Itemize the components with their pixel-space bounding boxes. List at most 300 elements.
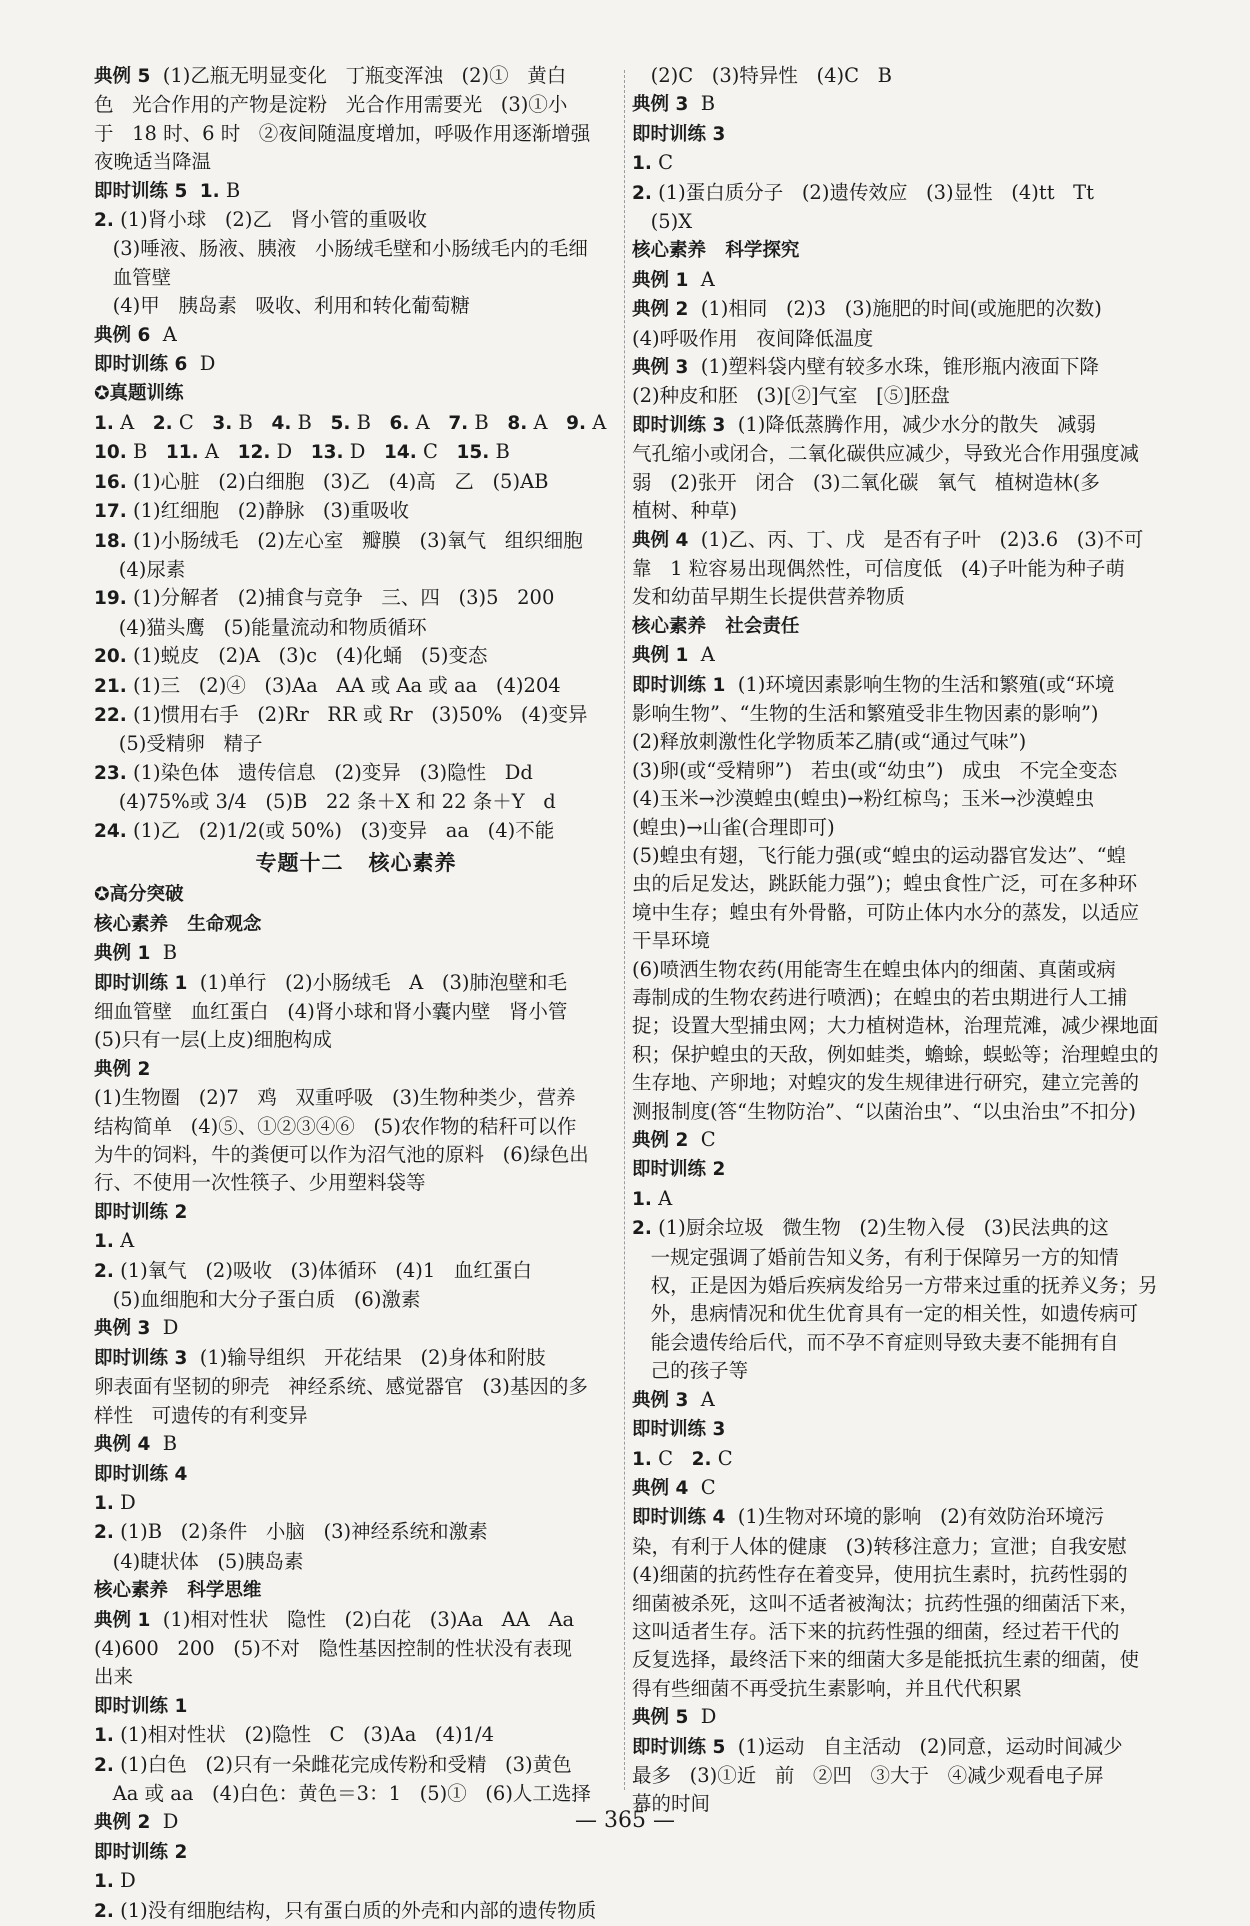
answer-text: C bbox=[688, 1128, 716, 1152]
answer-line bbox=[632, 870, 1162, 898]
answer-line bbox=[632, 1445, 1162, 1474]
answer-label: 18. bbox=[94, 530, 127, 552]
answer-line bbox=[632, 149, 1162, 178]
answer-line bbox=[632, 120, 1162, 149]
answer-line bbox=[632, 1618, 1162, 1646]
answer-label: 11. bbox=[165, 442, 199, 464]
answer-line bbox=[94, 759, 618, 788]
answer-line bbox=[94, 379, 618, 408]
answer-label: 即时训练 5 bbox=[632, 1736, 726, 1758]
answer-text: (1)单行 (2)小肠绒毛 A (3)肺泡壁和毛 bbox=[187, 970, 567, 994]
answer-line bbox=[94, 235, 618, 263]
answer-text: (4)玉米→沙漠蝗虫(蝗虫)→粉红椋鸟；玉米→沙漠蝗虫 bbox=[632, 787, 1095, 811]
answer-line bbox=[94, 409, 618, 438]
answer-text: (5)只有一层(上皮)细胞构成 bbox=[94, 1028, 332, 1052]
answer-text: C bbox=[651, 1446, 692, 1470]
answer-text: 靠 1 粒容易出现偶然性，可信度低 (4)子叶能为种子萌 bbox=[632, 556, 1125, 580]
answer-text: D bbox=[150, 1316, 179, 1340]
answer-line bbox=[94, 1169, 618, 1197]
answer-text: (蝗虫)→山雀(合理即可) bbox=[632, 815, 835, 839]
section-title: 专题十二 核心素养 bbox=[255, 850, 457, 875]
answer-label: 典例 5 bbox=[94, 66, 151, 87]
answer-line bbox=[94, 788, 618, 816]
answer-text: B bbox=[350, 410, 390, 434]
answer-text: (1)相同 (2)3 (3)施肥的时间(或施肥的次数) bbox=[688, 297, 1102, 321]
answer-label: 典例 4 bbox=[632, 529, 689, 551]
answer-label: 4. bbox=[271, 412, 292, 434]
answer-line bbox=[632, 671, 1162, 700]
answer-text: D bbox=[150, 1810, 179, 1834]
answer-label: 17. bbox=[94, 501, 127, 523]
answer-label: 即时训练 1 bbox=[632, 674, 726, 696]
answer-text: D bbox=[113, 1869, 136, 1893]
answer-text: 于 18 时、6 时 ②夜间随温度增加，呼吸作用逐渐增强 bbox=[94, 121, 591, 145]
answer-text: (4)600 200 (5)不对 隐性基因控制的性状没有表现 bbox=[94, 1636, 572, 1660]
answer-label: 典例 1 bbox=[632, 269, 689, 291]
answer-text: (2)释放刺激性化学物质苯乙腈(或“通过气味”) bbox=[632, 730, 1027, 754]
answer-line bbox=[632, 1126, 1162, 1155]
answer-text: 弱 (2)张开 闭合 (3)二氧化碳 氧气 植树造林(多 bbox=[632, 470, 1100, 494]
answer-text: A bbox=[198, 440, 238, 464]
answer-label: 2. bbox=[94, 1754, 114, 1776]
answer-line bbox=[94, 1344, 618, 1373]
answer-line bbox=[632, 62, 1162, 90]
answer-text: B bbox=[291, 410, 331, 434]
answer-label: 6. bbox=[389, 412, 410, 434]
answer-line bbox=[94, 91, 618, 119]
answer-text: B bbox=[126, 440, 166, 464]
answer-text: A bbox=[150, 322, 177, 346]
answer-label: 13. bbox=[310, 442, 344, 464]
answer-line bbox=[94, 1897, 618, 1926]
answer-label: 19. bbox=[94, 588, 127, 610]
answer-line bbox=[94, 1838, 618, 1867]
answer-line bbox=[632, 814, 1162, 842]
answer-text: 样性 可遗传的有利变异 bbox=[94, 1403, 308, 1427]
answer-line bbox=[632, 612, 1162, 641]
answer-text: (1)蜕皮 (2)A (3)c (4)化蛹 (5)变态 bbox=[126, 644, 488, 668]
answer-text: D bbox=[113, 1490, 136, 1514]
answer-line bbox=[632, 1533, 1162, 1561]
answer-line bbox=[94, 1489, 618, 1518]
answer-line bbox=[94, 969, 618, 998]
answer-text: (1)乙 (2)1/2(或 50%) (3)变异 aa (4)不能 bbox=[126, 818, 555, 842]
answer-text: (4)睫状体 (5)胰岛素 bbox=[94, 1549, 304, 1573]
answer-line bbox=[94, 1402, 618, 1430]
answer-text: (3)卵(或“受精卵”) 若虫(或“幼虫”) 成虫 不完全变态 bbox=[632, 758, 1118, 782]
answer-line bbox=[632, 956, 1162, 984]
answer-text: 己的孩子等 bbox=[632, 1359, 749, 1383]
answer-text: 植树、种草) bbox=[632, 499, 738, 523]
answer-text: 得有些细菌不再受抗生素影响，并且代代积累 bbox=[632, 1676, 1023, 1700]
answer-text: A bbox=[409, 410, 449, 434]
answer-text: B bbox=[219, 178, 241, 202]
answer-label: 1. bbox=[94, 412, 114, 434]
answer-text: 生存地、产卵地；对蝗灾的发生规律进行研究，建立完善的 bbox=[632, 1071, 1140, 1095]
answer-label: 典例 1 bbox=[632, 645, 689, 667]
answer-label: 即时训练 2 bbox=[94, 1201, 188, 1223]
answer-line bbox=[94, 1663, 618, 1691]
answer-text: B bbox=[468, 410, 508, 434]
answer-line bbox=[632, 497, 1162, 525]
answer-text: (1)塑料袋内壁有较多水珠，锥形瓶内液面下降 bbox=[688, 355, 1099, 379]
answer-label: 1. bbox=[632, 1188, 652, 1210]
answer-label: 15. bbox=[456, 442, 490, 464]
answer-text: B bbox=[232, 410, 272, 434]
answer-label: 1. bbox=[94, 1725, 114, 1747]
answer-text: (1)乙、丙、丁、戊 是否有子叶 (2)3.6 (3)不可 bbox=[688, 527, 1144, 551]
answer-line bbox=[632, 411, 1162, 440]
answer-line bbox=[632, 1098, 1162, 1126]
answer-text: D bbox=[343, 440, 385, 464]
answer-text: 毒制成的生物农药进行喷洒)；在蝗虫的若虫期进行人工捕 bbox=[632, 986, 1128, 1009]
answer-line bbox=[632, 899, 1162, 927]
answer-line bbox=[632, 1646, 1162, 1674]
answer-text: A bbox=[688, 1387, 715, 1411]
answer-text: (4)尿素 bbox=[94, 557, 186, 581]
answer-text: (1)蛋白质分子 (2)遗传效应 (3)显性 (4)tt Tt bbox=[651, 180, 1094, 204]
answer-line bbox=[632, 90, 1162, 119]
answer-label: 9. bbox=[566, 412, 587, 434]
answer-text: (1)没有细胞结构，只有蛋白质的外壳和内部的遗传物质 bbox=[113, 1898, 597, 1922]
answer-text: A bbox=[527, 410, 567, 434]
answer-label: 1. bbox=[632, 1448, 652, 1470]
answer-line bbox=[632, 1329, 1162, 1357]
answer-line bbox=[94, 1430, 618, 1459]
answer-label: 2. bbox=[152, 412, 173, 434]
answer-text: 出来 bbox=[94, 1665, 134, 1689]
answer-line bbox=[632, 927, 1162, 955]
answer-label: 24. bbox=[94, 820, 127, 842]
answer-text: 境中生存；蝗虫有外骨骼，可防止体内水分的蒸发，以适应 bbox=[632, 900, 1140, 924]
answer-label: 2. bbox=[94, 1260, 114, 1282]
answer-text: (1)运动 自主活动 (2)同意，运动时间减少 bbox=[725, 1734, 1123, 1758]
answer-line bbox=[94, 206, 618, 235]
answer-text: 反复选择，最终活下来的细菌大多是能抵抗生素的细菌，使 bbox=[632, 1648, 1140, 1672]
answer-line bbox=[94, 701, 618, 730]
answer-text: A bbox=[688, 643, 715, 667]
answer-label: 典例 2 bbox=[94, 1812, 151, 1834]
answer-label: 14. bbox=[384, 442, 417, 464]
answer-label: 典例 1 bbox=[94, 943, 151, 965]
answer-line bbox=[94, 672, 618, 701]
answer-text: 影响生物”、“生物的生活和繁殖受非生物因素的影响”) bbox=[632, 701, 1099, 725]
answer-line bbox=[632, 842, 1162, 870]
answer-text: (1)相对性状 隐性 (2)白花 (3)Aa AA Aa bbox=[150, 1607, 575, 1631]
answer-label: 2. bbox=[94, 1900, 114, 1922]
answer-text: (2)种皮和胚 (3)[②]气室 [⑤]胚盘 bbox=[632, 384, 950, 408]
answer-label: 典例 2 bbox=[632, 1130, 689, 1152]
answer-line bbox=[632, 1185, 1162, 1214]
answer-label: 1. bbox=[94, 1871, 114, 1893]
answer-text: (1)输导组织 开花结果 (2)身体和附肢 bbox=[187, 1345, 546, 1369]
answer-line bbox=[94, 62, 618, 91]
answer-label: 即时训练 3 bbox=[632, 414, 726, 436]
answer-line bbox=[94, 1780, 618, 1808]
answer-text: 最多 (3)①近 前 ②凹 ③大于 ④减少观看电子屏 bbox=[632, 1763, 1104, 1787]
answer-text: (1)心脏 (2)白细胞 (3)乙 (4)高 乙 (5)AB bbox=[126, 469, 549, 493]
answer-line bbox=[632, 700, 1162, 728]
answer-text: (1)相对性状 (2)隐性 C (3)Aa (4)1/4 bbox=[113, 1723, 494, 1747]
answer-line bbox=[632, 1300, 1162, 1328]
answer-line bbox=[94, 1198, 618, 1227]
answer-label: 典例 3 bbox=[632, 94, 689, 116]
answer-line bbox=[94, 292, 618, 320]
answer-label: 2. bbox=[94, 1522, 114, 1544]
answer-line bbox=[632, 1503, 1162, 1532]
answer-line bbox=[94, 1373, 618, 1401]
answer-text: D bbox=[187, 352, 216, 376]
answer-text: 细血管壁 血红蛋白 (4)肾小球和肾小囊内壁 肾小管 bbox=[94, 1000, 568, 1023]
answer-line bbox=[632, 1214, 1162, 1243]
answer-text: A bbox=[113, 410, 153, 434]
page-number: — 365 — bbox=[575, 1808, 675, 1833]
answer-line bbox=[94, 1867, 618, 1896]
answer-text: (1)生物圈 (2)7 鸡 双重呼吸 (3)生物种类少，营养 bbox=[94, 1086, 576, 1110]
answer-label: 即时训练 3 bbox=[94, 1347, 188, 1369]
answer-line bbox=[632, 728, 1162, 756]
answer-text: (1)白色 (2)只有一朵雌花完成传粉和受精 (3)黄色 bbox=[113, 1752, 572, 1776]
answer-line bbox=[632, 295, 1162, 324]
answer-line bbox=[94, 468, 618, 497]
answer-line bbox=[94, 1518, 618, 1547]
answer-line bbox=[632, 469, 1162, 497]
answer-label: 22. bbox=[94, 704, 127, 726]
answer-label: 典例 5 bbox=[632, 1707, 689, 1729]
answer-text: 能会遗传给后代，而不孕不育症则导致夫妻不能拥有自 bbox=[632, 1330, 1119, 1354]
answer-line bbox=[94, 148, 618, 176]
answer-line bbox=[632, 1675, 1162, 1703]
answer-text: 卵表面有坚韧的卵壳 神经系统、感觉器官 (3)基因的多 bbox=[94, 1375, 588, 1399]
answer-line bbox=[94, 497, 618, 526]
answer-line bbox=[632, 641, 1162, 670]
answer-label: 核心素养 生命观念 bbox=[94, 913, 262, 935]
answer-line bbox=[632, 208, 1162, 236]
answer-text: (1)乙瓶无明显变化 丁瓶变浑浊 (2)① 黄白 bbox=[150, 64, 567, 87]
answer-line bbox=[632, 1244, 1162, 1272]
answer-line bbox=[94, 1751, 618, 1780]
answer-text: 权，正是因为婚后疾病发给另一方带来过重的抚养义务；另 bbox=[632, 1274, 1158, 1298]
answer-text: 色 光合作用的产物是淀粉 光合作用需要光 (3)①小 bbox=[94, 93, 568, 117]
answer-text: C bbox=[711, 1446, 733, 1470]
answer-label: 23. bbox=[94, 762, 127, 784]
answer-label: 即时训练 4 bbox=[94, 1463, 188, 1485]
answer-label: 即时训练 3 bbox=[632, 123, 726, 145]
answer-text: (1)环境因素影响生物的生活和繁殖(或“环境 bbox=[725, 672, 1115, 696]
answer-label: 1. bbox=[94, 1231, 114, 1253]
answer-line bbox=[94, 1460, 618, 1489]
answer-label: 典例 2 bbox=[94, 1058, 151, 1080]
answer-label: 8. bbox=[507, 412, 528, 434]
answer-text: D bbox=[688, 1705, 717, 1729]
answer-line bbox=[94, 817, 618, 846]
answer-text: (1)惯用右手 (2)Rr RR 或 Rr (3)50% (4)变异 bbox=[126, 702, 588, 726]
answer-line bbox=[94, 1227, 618, 1256]
answer-text: (5)蝗虫有翅，飞行能力强(或“蝗虫的运动器官发达”、“蝗 bbox=[632, 843, 1127, 867]
answer-label: 20. bbox=[94, 646, 127, 668]
answer-label: 即时训练 3 bbox=[632, 1419, 726, 1441]
answer-line bbox=[632, 1069, 1162, 1097]
answer-text: (1)三 (2)④ (3)Aa AA 或 Aa 或 aa (4)204 bbox=[126, 673, 561, 697]
answer-text: (6)喷洒生物农药(用能寄生在蝗虫体内的细菌、真菌或病 bbox=[632, 957, 1116, 981]
answer-line bbox=[94, 1606, 618, 1635]
answer-text: (1)肾小球 (2)乙 肾小管的重吸收 bbox=[113, 208, 428, 232]
answer-text: 结构简单 (4)⑤、①②③④⑥ (5)农作物的秸秆可以作 bbox=[94, 1114, 577, 1138]
answer-line bbox=[632, 236, 1162, 265]
answer-line bbox=[632, 1012, 1162, 1040]
answer-text: 测报制度(答“生物防治”、“以菌治虫”、“以虫治虫”不扣分) bbox=[632, 1099, 1137, 1123]
answer-text: B bbox=[150, 941, 178, 965]
answer-text: (4)细菌的抗药性存在着变异，使用抗生素时，抗药性弱的 bbox=[632, 1563, 1128, 1587]
answer-line bbox=[94, 1055, 618, 1084]
answer-text: (1)生物对环境的影响 (2)有效防治环境污 bbox=[725, 1505, 1105, 1529]
answer-label: 即时训练 5 bbox=[94, 180, 188, 202]
answer-text: A bbox=[651, 1186, 673, 1210]
answer-line bbox=[94, 939, 618, 968]
answer-label: 典例 3 bbox=[94, 1318, 151, 1340]
answer-line bbox=[94, 998, 618, 1026]
answer-line bbox=[632, 1703, 1162, 1732]
answer-line bbox=[94, 614, 618, 642]
answer-text: C bbox=[688, 1475, 716, 1499]
answer-text: (1)分解者 (2)捕食与竞争 三、四 (3)5 200 bbox=[126, 586, 555, 610]
answer-text: 细菌被杀死，这叫不适者被淘汰；抗药性强的细菌活下来， bbox=[632, 1591, 1140, 1615]
answer-label: 1. bbox=[94, 1492, 114, 1514]
answer-line bbox=[632, 1272, 1162, 1300]
answer-label: 16. bbox=[94, 471, 127, 493]
answer-label: 典例 4 bbox=[94, 1434, 151, 1456]
answer-text: (1)红细胞 (2)静脉 (3)重吸收 bbox=[126, 499, 410, 523]
answer-label: 即时训练 6 bbox=[94, 354, 188, 376]
column-divider bbox=[624, 70, 625, 1790]
answer-column-left bbox=[94, 62, 618, 1926]
answer-label: 典例 3 bbox=[632, 357, 689, 379]
answer-line bbox=[94, 1257, 618, 1286]
answer-line bbox=[632, 382, 1162, 410]
answer-line bbox=[632, 757, 1162, 785]
answer-text: 捉；设置大型捕虫网；大力植树造林，治理荒滩，减少裸地面 bbox=[632, 1014, 1159, 1038]
answer-text: (5)X bbox=[632, 210, 693, 234]
answer-line bbox=[94, 556, 618, 584]
answer-line bbox=[94, 584, 618, 613]
answer-line bbox=[94, 1548, 618, 1576]
answer-line bbox=[94, 1286, 618, 1314]
answer-line bbox=[94, 321, 618, 350]
answer-line bbox=[94, 1314, 618, 1343]
answer-label: 典例 3 bbox=[632, 1389, 689, 1411]
answer-line bbox=[632, 325, 1162, 353]
answer-text: 行、不使用一次性筷子、少用塑料袋等 bbox=[94, 1171, 426, 1195]
answer-label: 1. bbox=[632, 153, 652, 175]
answer-text: 血管壁 bbox=[94, 265, 172, 289]
answer-line bbox=[632, 1357, 1162, 1385]
answer-line bbox=[94, 642, 618, 671]
answer-text: (3)唾液、肠液、胰液 小肠绒毛壁和小肠绒毛内的毛细 bbox=[94, 237, 588, 261]
answer-text: A bbox=[113, 1229, 135, 1253]
answer-text: (4)甲 胰岛素 吸收、利用和转化葡萄糖 bbox=[94, 294, 470, 318]
answer-line bbox=[632, 526, 1162, 555]
answer-text: A bbox=[586, 410, 607, 434]
answer-text: 虫的后足发达，跳跃能力强”)；蝗虫食性广泛，可在多种环 bbox=[632, 872, 1138, 896]
answer-text: 干旱环境 bbox=[632, 929, 711, 953]
answer-line bbox=[94, 1635, 618, 1663]
answer-line bbox=[94, 177, 618, 206]
answer-text: C bbox=[172, 410, 213, 434]
answer-line bbox=[94, 350, 618, 379]
answer-text: (2)C (3)特异性 (4)C B bbox=[632, 64, 892, 87]
answer-line bbox=[94, 120, 618, 148]
answer-text: 为牛的饲料，牛的粪便可以作为沼气池的原料 (6)绿色出 bbox=[94, 1143, 589, 1167]
answer-text: (4)呼吸作用 夜间降低温度 bbox=[632, 326, 874, 350]
answer-label: 即时训练 4 bbox=[632, 1507, 726, 1529]
answer-text: 气孔缩小或闭合，二氧化碳供应减少，导致光合作用强度减 bbox=[632, 442, 1140, 466]
answer-line bbox=[632, 353, 1162, 382]
answer-text: 这叫适者生存。活下来的抗药性强的细菌，经过若干代的 bbox=[632, 1619, 1120, 1643]
answer-line bbox=[632, 1386, 1162, 1415]
answer-text: (1)氧气 (2)吸收 (3)体循环 (4)1 血红蛋白 bbox=[113, 1258, 532, 1282]
answer-label: 12. bbox=[237, 442, 271, 464]
answer-line bbox=[94, 438, 618, 467]
answer-line bbox=[632, 1762, 1162, 1790]
answer-text: C bbox=[651, 151, 674, 175]
answer-label: 10. bbox=[94, 442, 127, 464]
answer-line bbox=[632, 1474, 1162, 1503]
answer-label: 典例 1 bbox=[94, 1609, 151, 1631]
answer-text: 积；保护蝗虫的天敌，例如蛙类，蟾蜍，蜈蚣等；治理蝗虫的 bbox=[632, 1042, 1159, 1066]
answer-label: ✪高分突破 bbox=[94, 884, 184, 906]
answer-line bbox=[94, 264, 618, 292]
answer-text: (5)受精卵 精子 bbox=[94, 732, 263, 756]
answer-line bbox=[94, 1576, 618, 1605]
answer-label: 21. bbox=[94, 675, 127, 697]
answer-text: (4)75%或 3/4 (5)B 22 条＋X 和 22 条＋Y d bbox=[94, 790, 556, 814]
answer-text: (1)小肠绒毛 (2)左心室 瓣膜 (3)氧气 组织细胞 bbox=[126, 528, 583, 552]
answer-text: 幕的时间 bbox=[632, 1792, 711, 1816]
answer-label: 2. bbox=[632, 182, 652, 204]
answer-label: 5. bbox=[330, 412, 351, 434]
answer-text: 夜晚适当降温 bbox=[94, 150, 212, 174]
answer-text: B bbox=[489, 440, 510, 464]
answer-text: (1)厨余垃圾 微生物 (2)生物入侵 (3)民法典的这 bbox=[651, 1216, 1109, 1240]
answer-line bbox=[632, 1041, 1162, 1069]
answer-column-right bbox=[632, 62, 1162, 1819]
answer-line bbox=[632, 1590, 1162, 1618]
answer-line bbox=[94, 910, 618, 939]
answer-label: 3. bbox=[212, 412, 233, 434]
answer-label: ✪真题训练 bbox=[94, 383, 184, 405]
answer-text: A bbox=[688, 267, 715, 291]
answer-label: 典例 4 bbox=[632, 1477, 689, 1499]
answer-text: (1)染色体 遗传信息 (2)变异 (3)隐性 Dd bbox=[126, 760, 533, 784]
answer-label: 2. bbox=[94, 210, 114, 232]
answer-text: D bbox=[270, 440, 311, 464]
answer-line bbox=[632, 179, 1162, 208]
answer-line bbox=[632, 785, 1162, 813]
answer-label: 核心素养 科学探究 bbox=[632, 240, 800, 262]
answer-line bbox=[94, 730, 618, 758]
answer-text: C bbox=[416, 440, 457, 464]
answer-line bbox=[632, 555, 1162, 583]
answer-text: 发和幼苗早期生长提供营养物质 bbox=[632, 585, 906, 609]
answer-text: B bbox=[688, 92, 716, 116]
answer-text: 外，患病情况和优生优育具有一定的相关性，如遗传病可 bbox=[632, 1302, 1139, 1326]
answer-line bbox=[94, 1026, 618, 1054]
answer-line bbox=[632, 1561, 1162, 1589]
answer-line bbox=[94, 1721, 618, 1750]
answer-line bbox=[94, 1084, 618, 1112]
answer-text bbox=[187, 179, 199, 202]
answer-label: 典例 6 bbox=[94, 324, 151, 346]
